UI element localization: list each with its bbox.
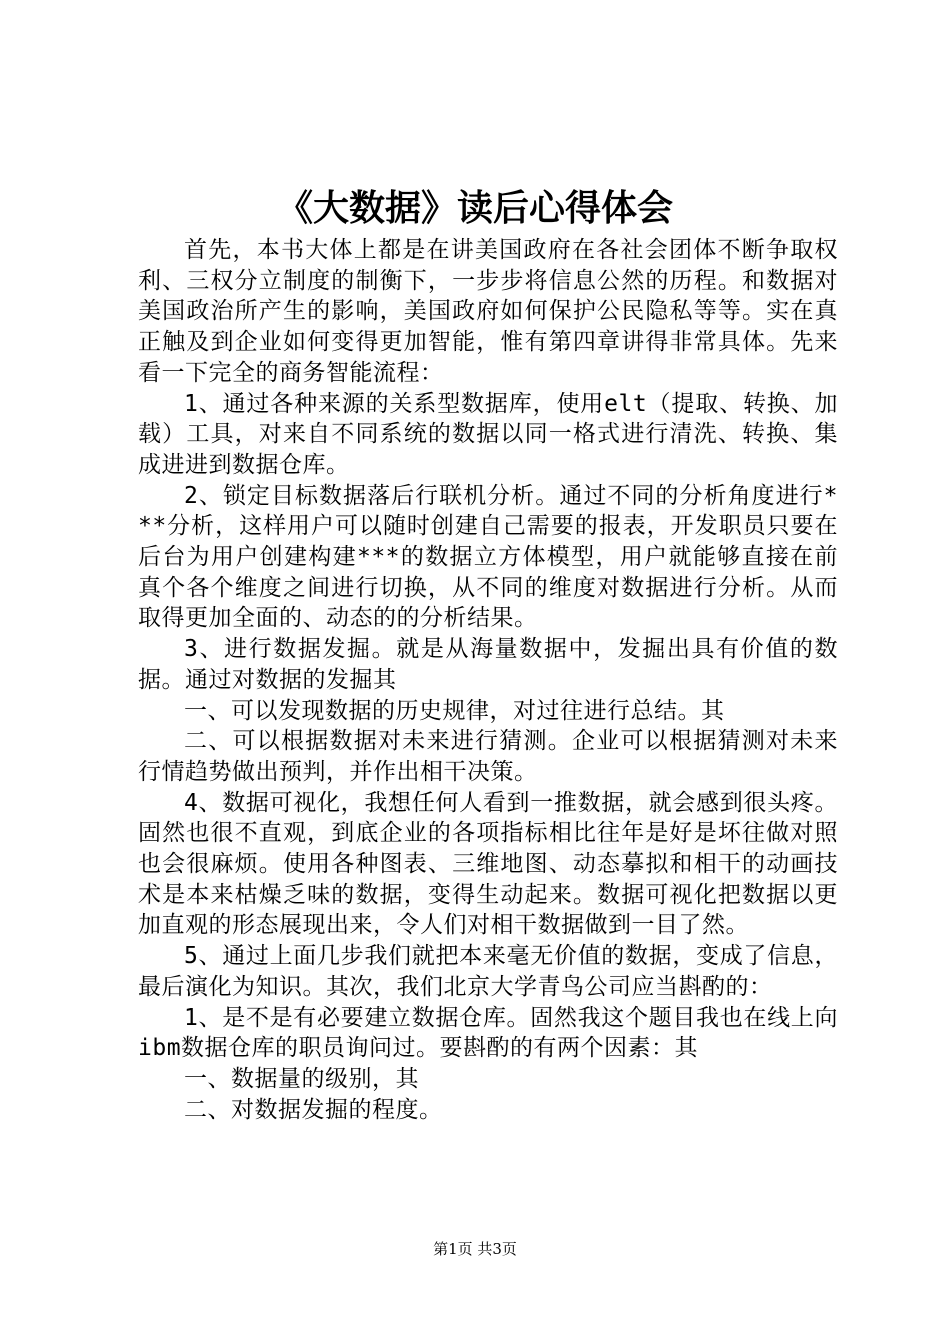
paragraph-factor-2: 二、对数据发掘的程度。 [184,1096,443,1123]
paragraph-step-1: 1、通过各种来源的关系型数据库，使用elt（提取、转换、加载）工具，对来自不同系统的数据以同一格式进行清洗、转换、集成进进到数据仓库。 [138,390,838,478]
paragraph-step-4: 4、数据可视化，我想任何人看到一推数据，就会感到很头疼。固然也很不直观，到底企业的各项指标相比往年是好是坏往做对照也会很麻烦。使用各种图表、三维地图、动态摹拟和相干的动画技术是本来枯燥乏味的数据，变得生动起来。数据可视化把数据以更加直观的形态展现出来，令人们对相干数据做到一目了然。 [138,789,838,939]
paragraph-step-5: 5、通过上面几步我们就把本来毫无价值的数据，变成了信息，最后演化为知识。其次，我们北京大学青鸟公司应当斟酌的： [138,943,838,1000]
paragraph-step-2: 2、锁定目标数据落后行联机分析。通过不同的分析角度进行***分析，这样用户可以随时创建自己需要的报表，开发职员只要在后台为用户创建构建***的数据立方体模型，用户就能够直接在前真个各个维度之间进行切换，从不同的维度对数据进行分析。从而取得更加全面的、动态的的分析结果。 [138,482,838,632]
paragraph-factor-1: 一、数据量的级别，其 [184,1065,419,1092]
paragraph-intro: 首先，本书大体上都是在讲美国政府在各社会团体不断争取权利、三权分立制度的制衡下，一步步将信息公然的历程。和数据对美国政治所产生的影响，美国政府如何保护公民隐私等等。实在真正触及到企业如何变得更加智能，惟有第四章讲得非常具体。先来看一下完全的商务智能流程： [138,237,838,386]
paragraph-consideration-1: 1、是不是有必要建立数据仓库。固然我这个题目我也在线上向ibm数据仓库的职员询问过。要斟酌的有两个因素：其 [138,1004,838,1062]
paragraph-step-3-point-2: 二、可以根据数据对未来进行猜测。企业可以根据猜测对未来行情趋势做出预判，并作出相干决策。 [138,728,838,785]
paragraph-step-3-point-1: 一、可以发现数据的历史规律，对过往进行总结。其 [184,697,725,724]
paragraph-step-3: 3、进行数据发掘。就是从海量数据中，发掘出具有价值的数据。通过对数据的发掘其 [138,636,838,693]
document-title: 《大数据》读后心得体会 [276,187,673,229]
page-footer: 第1页 共3页 [433,1240,517,1258]
document-body [138,235,838,1125]
